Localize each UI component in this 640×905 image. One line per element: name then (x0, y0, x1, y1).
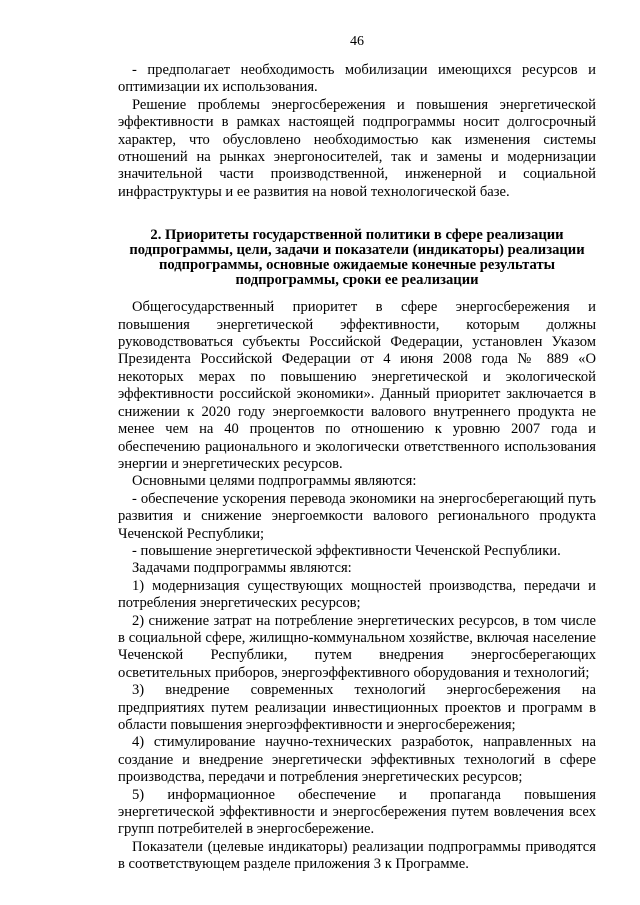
section-heading-line-2: подпрограммы, цели, задачи и показатели (индикаторы) реализации (129, 242, 585, 259)
paragraph-priority: Общегосударственный приоритет в сфере энергосбережения и повышения энергетической эффективности, которым должны руководствоваться субъекты Российской Федерации, установлен Указом Президента Российской Федерации от 4 июня 2008 года № 889 «О некоторых мерах по повышению энергетической и экологической эффективности российской экономики». Данный приоритет заключается в снижении к 2020 году энергоемкости валового внутреннего продукта не менее чем на 40 процентов по отношению к уровню 2007 года и обеспечению рационального и экологически ответственного использования энергии и энергетических ресурсов. (118, 299, 596, 472)
paragraph-task-1: 1) модернизация существующих мощностей производства, передачи и потребления энергетических ресурсов; (118, 577, 596, 612)
section-heading (118, 228, 596, 288)
paragraph-goal-2: - повышение энергетической эффективности Чеченской Республики. (132, 542, 561, 559)
paragraph-goal-1: - обеспечение ускорения перевода экономики на энергосберегающий путь развития и снижение энергоемкости валового регионального продукта Чеченской Республики; (118, 490, 596, 542)
paragraph-goals-heading: Основными целями подпрограммы являются: (132, 473, 417, 490)
paragraph-intro-1: - предполагает необходимость мобилизации имеющихся ресурсов и оптимизации их использования. (118, 62, 596, 96)
document-page (118, 34, 596, 874)
paragraph-intro-2: Решение проблемы энергосбережения и повышения энергетической эффективности в рамках настоящей подпрограммы носит долгосрочный характер, что обусловлено необходимостью как изменения системы отношений на рынках энергоносителей, так и замены и модернизации значительной части производственной, инженерной и социальной инфраструктуры и ее развития на новой технологической базе. (118, 96, 596, 200)
page-number: 46 (350, 34, 364, 49)
section-heading-line-3: подпрограммы, основные ожидаемые конечные результаты (158, 257, 556, 274)
paragraph-task-2: 2) снижение затрат на потребление энергетических ресурсов, в том числе в социальной сфере, жилищно-коммунальном хозяйстве, включая население Чеченской Республики, путем внедрения энергосберегающих осветительных приборов, энергоэффективного оборудования и технологий; (118, 612, 596, 681)
section-heading-line-4: подпрограммы, сроки ее реализации (235, 272, 479, 289)
paragraph-indicators: Показатели (целевые индикаторы) реализации подпрограммы приводятся в соответствующем разделе приложения 3 к Программе. (118, 838, 596, 873)
section-heading-line-1: 2. Приоритеты государственной политики в сфере реализации (150, 227, 564, 244)
paragraph-task-4: 4) стимулирование научно-технических разработок, направленных на создание и внедрение энергетически эффективных технологий в сфере производства, передачи и потребления энергетических ресурсов; (118, 734, 596, 786)
paragraph-task-5: 5) информационное обеспечение и пропаганда повышения энергетической эффективности и энергосбережения путем вовлечения всех групп потребителей в энергосбережение. (118, 786, 596, 838)
paragraph-tasks-heading: Задачами подпрограммы являются: (132, 560, 352, 577)
paragraph-task-3: 3) внедрение современных технологий энергосбережения на предприятиях путем реализации инвестиционных проектов и программ в области повышения энергоэффективности и энергосбережения; (118, 682, 596, 733)
